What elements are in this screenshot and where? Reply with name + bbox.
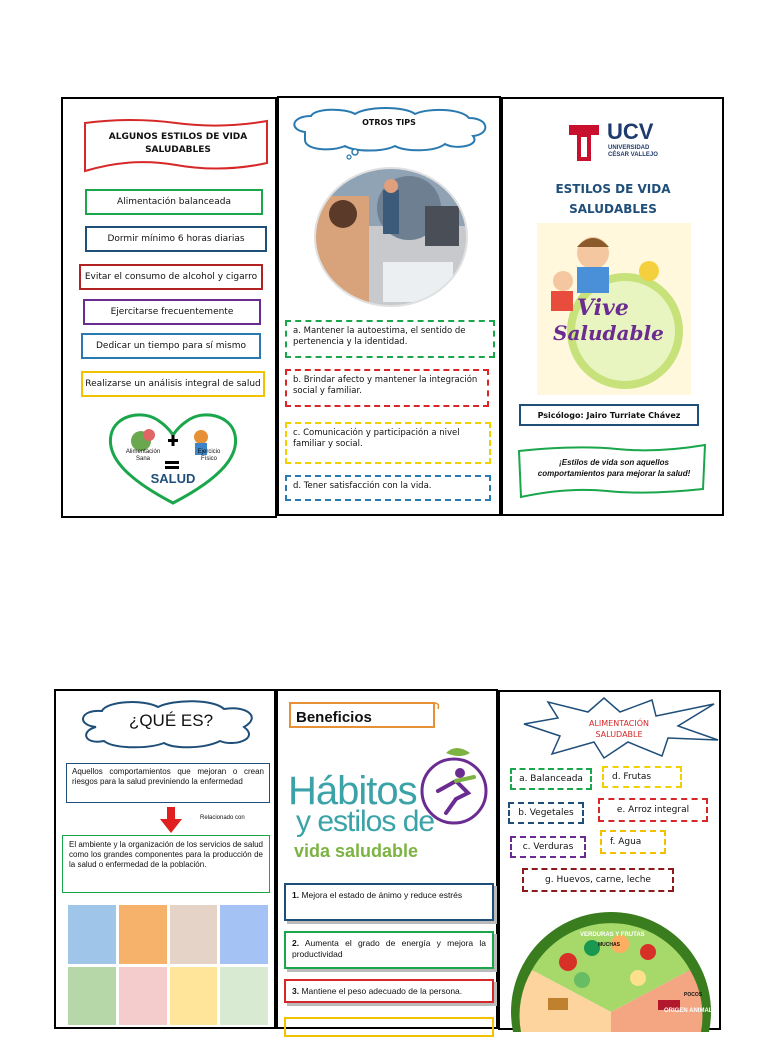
habit-item — [79, 264, 263, 290]
benefit-box — [284, 883, 494, 921]
panel-top-left — [61, 97, 277, 518]
food-label: d. Frutas — [612, 772, 652, 782]
benefit-text: Mantiene el peso adecuado de la persona. — [301, 986, 463, 996]
plate-muchas-label: MUCHAS — [598, 942, 620, 948]
benefit-box — [284, 931, 494, 969]
food-label: b. Vegetales — [518, 808, 574, 818]
tip-text: b. Brindar afecto y mantener la integración social y familiar. — [293, 375, 478, 396]
psychologist-box — [519, 404, 699, 426]
photo — [119, 967, 167, 1026]
food-item — [602, 766, 682, 788]
logo-saludable: Saludable — [553, 321, 664, 345]
photo-grid — [68, 905, 268, 1025]
food-item — [510, 836, 586, 858]
habit-label: Evitar el consumo de alcohol y cigarro — [84, 272, 258, 282]
photo — [170, 967, 218, 1026]
brand-name: UCV — [607, 119, 654, 144]
photo — [220, 905, 268, 964]
logo-habitos: Hábitos — [288, 769, 417, 813]
heart-right-label: Ejercicio Físico — [197, 449, 221, 462]
habit-label: Alimentación balanceada — [117, 197, 231, 207]
arrow-down-icon — [160, 807, 182, 833]
photo — [119, 905, 167, 964]
benefit-number: 1. — [292, 890, 300, 900]
benefit-box-partial — [284, 1017, 494, 1037]
tip-box — [285, 369, 489, 407]
panel-bottom-left — [54, 689, 276, 1029]
habit-label: Dormir mínimo 6 horas diarias — [107, 234, 245, 244]
tip-box — [285, 422, 491, 464]
benefit-box — [284, 979, 494, 1003]
motto-text: ¡Estilos de vida son aquellos comportamientos para mejorar la salud! — [537, 458, 691, 478]
panel-bottom-right — [498, 690, 721, 1030]
related-label: Relacionado con — [200, 815, 245, 821]
food-label: a. Balanceada — [519, 774, 583, 784]
benefits-heading: Beneficios — [296, 709, 372, 726]
cloud-title: OTROS TIPS — [362, 118, 416, 127]
food-label: c. Verduras — [522, 842, 574, 852]
tip-text: a. Mantener la autoestima, el sentido de pertenencia y la identidad. — [293, 326, 466, 347]
heart-left-label: Alimentación Sana — [125, 449, 161, 462]
habit-label: Ejercitarse frecuentemente — [110, 307, 234, 317]
photo — [68, 967, 116, 1026]
benefit-text: Aumenta el grado de energía y mejora la productividad — [292, 938, 486, 959]
plate-pocos-label: POCOS — [684, 992, 703, 998]
benefit-text: Mejora el estado de ánimo y reduce estrés — [301, 890, 463, 900]
food-label: f. Agua — [610, 837, 642, 847]
environment-box — [62, 835, 270, 893]
habit-item — [81, 333, 261, 359]
food-item — [522, 868, 674, 892]
panel-bottom-middle — [276, 689, 498, 1029]
panel-top-middle — [277, 96, 501, 516]
photo — [220, 967, 268, 1026]
brand-sub2: CÉSAR VALLEJO — [608, 152, 658, 158]
logo-vive: Vive — [577, 295, 629, 321]
logo-estilos: y estilos de — [296, 805, 435, 838]
benefit-number: 3. — [292, 986, 300, 996]
photo — [170, 905, 218, 964]
tip-box — [285, 320, 495, 358]
photo — [68, 905, 116, 964]
benefit-number: 2. — [292, 938, 300, 948]
definition-text: Aquellos comportamientos que mejoran o crean riesgos para la salud previniendo la enfermedad — [72, 767, 264, 786]
food-label: e. Arroz integral — [616, 805, 690, 815]
section-title: ALGUNOS ESTILOS DE VIDA SALUDABLES — [108, 132, 248, 155]
cloud-title: ¿QUÉ ES? — [128, 711, 214, 730]
food-item — [598, 798, 708, 822]
cloud-shape — [285, 106, 495, 160]
habit-item — [85, 189, 263, 215]
habit-label: Dedicar un tiempo para sí mismo — [96, 341, 246, 351]
environment-text: El ambiente y la organización de los servicios de salud como los grandes componentes para la producción de la salud o enfermedad de la población. — [69, 840, 263, 869]
food-item — [508, 802, 584, 824]
brand-sub1: UNIVERSIDAD — [608, 145, 650, 151]
burst-title: ALIMENTACIÓN SALUDABLE — [588, 719, 650, 739]
psychologist-name: Psicólogo: Jairo Turriate Chávez — [537, 410, 681, 420]
cover-title: ESTILOS DE VIDA SALUDABLES — [555, 182, 671, 216]
habit-item — [81, 371, 265, 397]
exercise-photo-collage — [313, 166, 469, 308]
definition-box — [66, 763, 270, 803]
tip-text: c. Comunicación y participación a nivel familiar y social. — [293, 428, 460, 449]
plate-animal-label: ORIGEN ANIMAL — [664, 1008, 713, 1014]
food-item — [510, 768, 592, 790]
habit-item — [83, 299, 261, 325]
plate-top-label: VERDURAS Y FRUTAS — [580, 932, 645, 938]
heart-result: SALUD — [150, 471, 196, 486]
panel-top-right — [501, 97, 724, 516]
food-label: g. Huevos, carne, leche — [545, 875, 651, 885]
habit-item — [85, 226, 267, 252]
logo-vida-saludable: vida saludable — [294, 841, 419, 861]
habit-label: Realizarse un análisis integral de salud — [85, 379, 261, 389]
tip-box — [285, 475, 491, 501]
university-logo-icon — [567, 123, 601, 163]
food-item — [600, 830, 666, 854]
tip-text: d. Tener satisfacción con la vida. — [293, 481, 432, 491]
